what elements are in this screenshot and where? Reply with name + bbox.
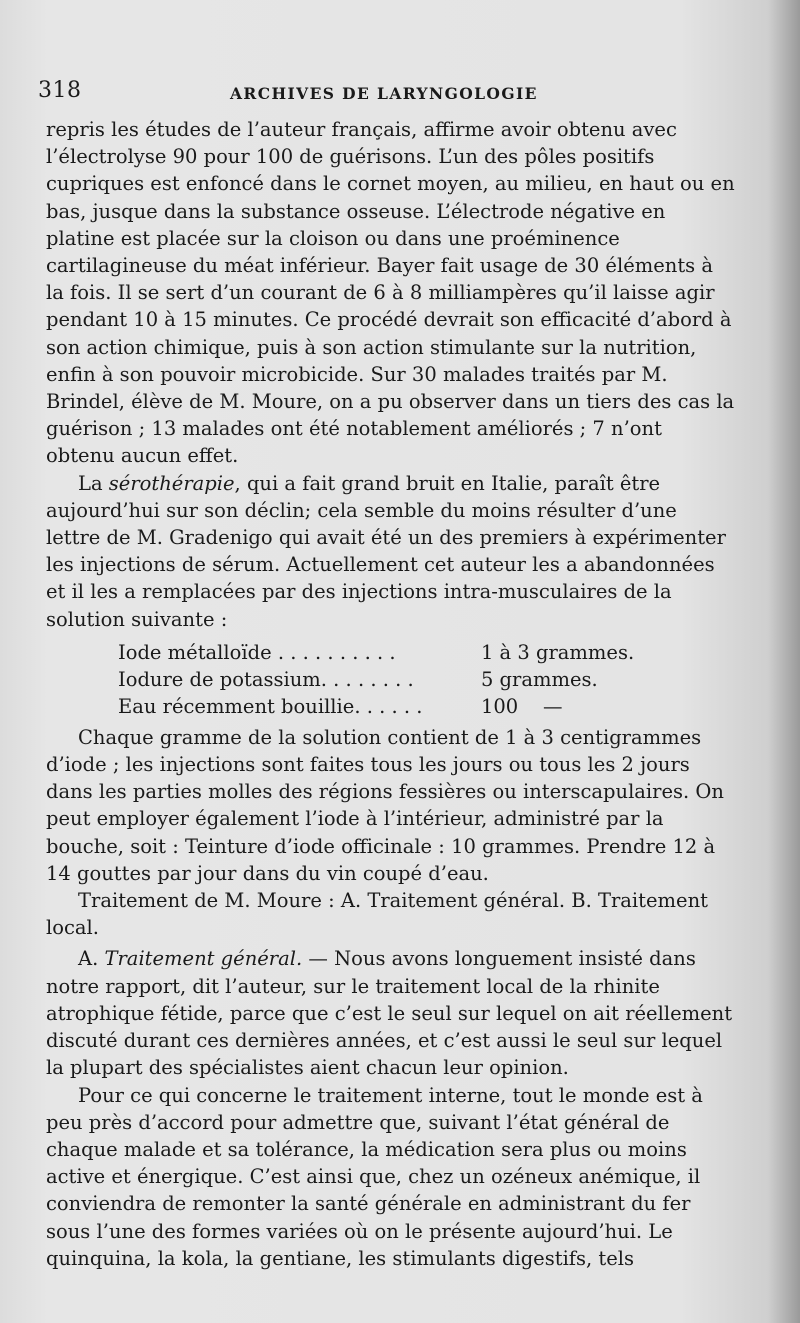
page-header [38,78,738,112]
recipe-row [118,639,736,666]
recipe-quantity: 5 grammes. [480,667,598,691]
recipe-ingredient: Iode métalloïde . . . . . . . . . . [118,640,396,664]
paragraph-traitement-moure: Traitement de M. Moure : A. Traitement général. B. Traitement local. [46,889,708,940]
recipe-ingredient: Iodure de potassium. . . . . . . . [118,667,414,691]
paragraph-serotherapie [46,470,736,633]
recipe-row [118,693,736,720]
page-body [46,116,736,1272]
paragraph-traitement-interne: Pour ce qui concerne le traitement interne, tout le monde est à peu près d’accord pour admettre que, suivant l’état général de chaque malade et sa tolérance, la médication sera plus ou moins active et énergique. C’est ainsi que, chez un ozéneux anémique, il conviendra de remonter la santé générale en administrant du fer sous l’une des formes variées où on le présente aujourd’hui. Le quinquina, la kola, la gentiane, les stimulants digestifs, tels [46,1083,703,1270]
recipe-list [118,639,736,720]
italic-heading: Traitement général. [104,947,303,971]
recipe-quantity: 1 à 3 grammes. [480,640,635,664]
paragraph-text: La [78,471,109,495]
paragraph-text: — Nous avons longuement insisté dans notre rapport, dit l’auteur, sur le traitement local de la rhinite atrophique fétide, parce que c’est le seul sur lequel on ait réellement discuté durant ces dernières années, et c’est aussi le seul sur lequel la plupart des spécialistes aient chacun leur opinion. [46,947,733,1080]
recipe-ingredient: Eau récemment bouillie. . . . . . [118,694,423,718]
running-head: ARCHIVES DE LARYNGOLOGIE [230,84,538,103]
italic-term: sérothérapie [108,471,235,495]
paragraph-text: A. [78,947,105,971]
paragraph-traitement-general [46,945,736,1081]
paragraph-iode: Chaque gramme de la solution contient de 1 à 3 centigrammes d’iode ; les injections sont faites tous les jours ou tous les 2 jours dans les parties molles des régions fessières ou interscapulaires. On peut employer également l’iode à l’intérieur, administré par la bouche, soit : Teinture d’iode officinale : 10 grammes. Prendre 12 à 14 gouttes par jour dans du vin coupé d’eau. [46,725,724,885]
paragraph-text: , qui a fait grand bruit en Italie, paraît être aujourd’hui sur son déclin; cela semble du moins résulter d’une lettre de M. Gradenigo qui avait été un des premiers à expérimenter les injections de sérum. Actuellement cet auteur les a abandonnées et il les a remplacées par des injections intra-musculaires de la solution suivante : [46,471,726,631]
paragraph-electrolyse: repris les études de l’auteur français, affirme avoir obtenu avec l’électrolyse 90 pour 100 de guérisons. L’un des pôles positifs cupriques est enfoncé dans le cornet moyen, au milieu, en haut ou en bas, jusque dans la substance osseuse. L’électrode négative en platine est placée sur la cloison ou dans une proéminence cartilagineuse du méat inférieur. Bayer fait usage de 30 éléments à la fois. Il se sert d’un courant de 6 à 8 milliampères qu’il laisse agir pendant 10 à 15 minutes. Ce procédé devrait son efficacité d’abord à son action chimique, puis à son action stimulante sur la nutrition, enfin à son pouvoir microbicide. Sur 30 malades traités par M. Brindel, élève de M. Moure, on a pu observer dans un tiers des cas la guérison ; 13 malades ont été notablement améliorés ; 7 n’ont obtenu aucun effet. [46,118,735,468]
page-number: 318 [38,78,82,103]
recipe-quantity: 100 — [480,694,563,718]
recipe-row [118,666,736,693]
